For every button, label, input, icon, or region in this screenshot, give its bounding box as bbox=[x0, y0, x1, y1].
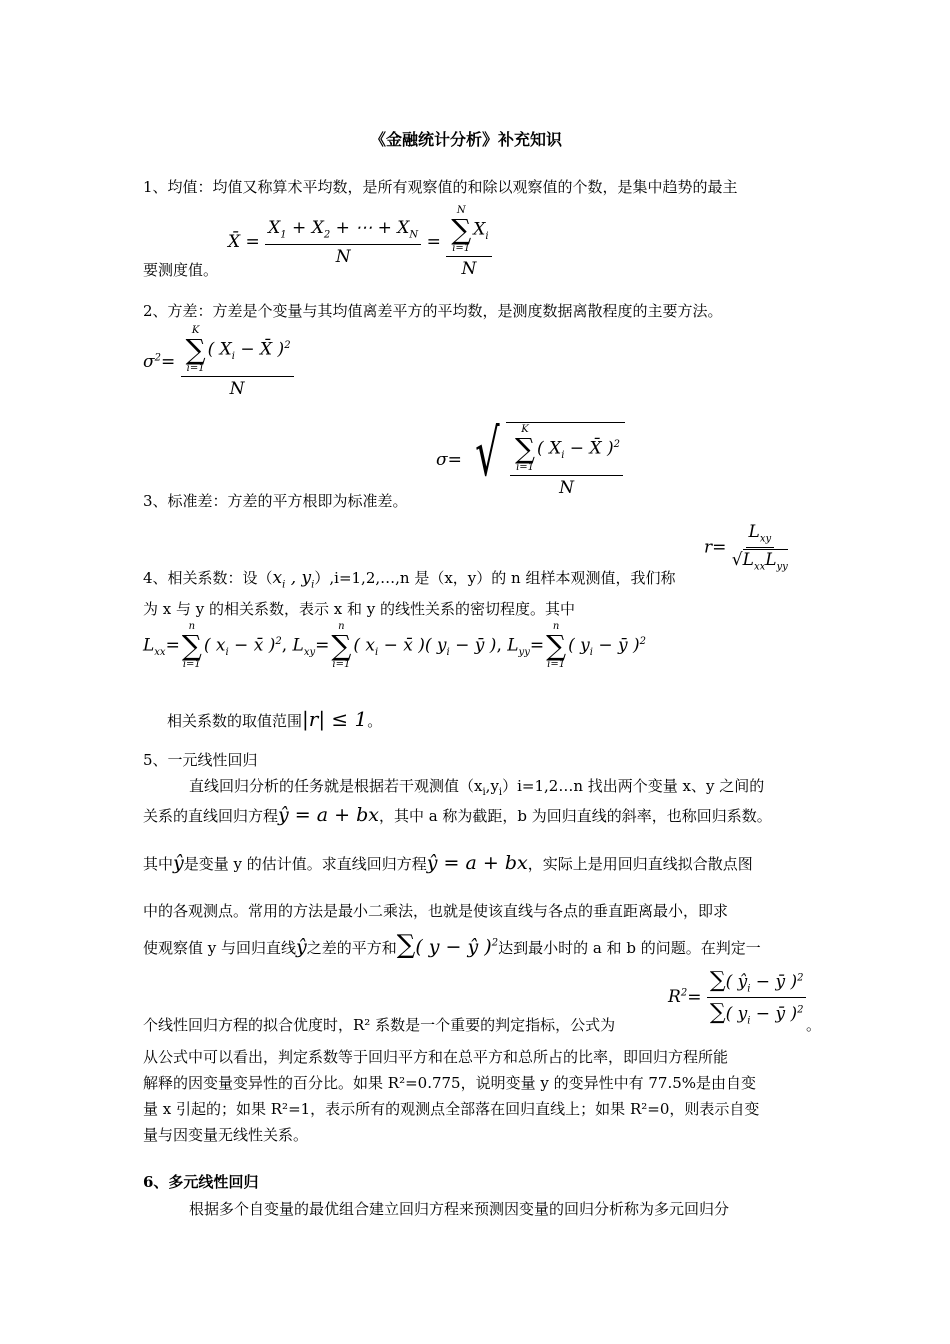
section5-p2-start: 关系的直线回归方程 bbox=[143, 807, 279, 825]
r-squared-formula: $R^2=$ $\frac{\sum( ŷ_i - ȳ )^2}{\sum( y_i - ȳ )^2}$ bbox=[668, 968, 806, 1028]
correlation-range-text: 相关系数的取值范围 bbox=[167, 712, 303, 730]
section5-p2 bbox=[143, 804, 772, 827]
regression-equation-2: ŷ = a + bx bbox=[426, 852, 528, 874]
section5-p6-end: 。 bbox=[806, 1016, 822, 1034]
mean-formula: X̄ = $\frac{X_1 + X_2 + \cdots + X_N}{N}$ = N ∑ i=1 $X_i$ N bbox=[228, 206, 492, 279]
section5-p5-start: 使观察值 y 与回归直线 bbox=[143, 939, 297, 957]
stddev-definition: 3、标准差：方差的平方根即为标准差。 bbox=[143, 492, 408, 510]
correlation-line1-end: ）,i=1,2,…,n 是（x，y）的 n 组样本观测值，我们称 bbox=[314, 569, 676, 587]
correlation-range-end: 。 bbox=[367, 712, 383, 730]
xi-yi-pair: $x_i$ , $y_i$ bbox=[272, 568, 315, 591]
correlation-line1 bbox=[143, 568, 675, 591]
section5-p3-mid: 是变量 y 的估计值。求直线回归方程 bbox=[183, 855, 427, 873]
section6-p1: 根据多个自变量的最优组合建立回归方程来预测因变量的回归分析称为多元回归分 bbox=[189, 1200, 730, 1218]
page-title: 《金融统计分析》补充知识 bbox=[370, 130, 563, 149]
section5-p3-start: 其中 bbox=[143, 855, 174, 873]
variance-definition: 2、方差：方差是个变量与其均值离差平方的平均数，是测度数据离散程度的主要方法。 bbox=[143, 302, 723, 320]
lxx-lxy-lyy-formulas: $L_{xx}=$ n ∑ i=1 ( $x_i$ − x̄ )$^2$, $L_{xy}=$ n ∑ i=1 ( $x_i$ − x̄ )( $y_i$ − ȳ ), $L_{yy}=$ n ∑ i=1 ( $y_i$ − ȳ )$^2$ bbox=[143, 621, 647, 670]
section5-p5-end: 达到最小时的 a 和 b 的问题。在判定一 bbox=[498, 939, 761, 957]
section5-p10: 量与因变量无线性关系。 bbox=[143, 1126, 309, 1144]
section5-p6-text: 个线性回归方程的拟合优度时，R² 系数是一个重要的判定指标，公式为 bbox=[143, 1016, 616, 1034]
correlation-range bbox=[167, 707, 382, 731]
mean-definition-line2: 要测度值。 bbox=[143, 261, 219, 279]
section5-p7: 从公式中可以看出，判定系数等于回归平方和在总平方和总所占的比率，即回归方程所能 bbox=[143, 1048, 729, 1066]
section5-heading: 5、一元线性回归 bbox=[143, 751, 258, 769]
variance-formula: $\sigma^2=$ K ∑ i=1 ( $X_i$ − X̄ )$^2$ N bbox=[143, 326, 294, 399]
section5-p1: 直线回归分析的任务就是根据若干观测值$(x_i,y_i)i=1,2\dots n$ 找出两个变量 x、y 之间的 bbox=[189, 777, 765, 798]
section6-heading: 6、多元线性回归 bbox=[143, 1173, 259, 1191]
range-formula: |r| ≤ 1 bbox=[302, 707, 368, 731]
sum-squares-formula: ∑( y − ŷ )$^2$ bbox=[396, 930, 499, 960]
section5-p8: 解释的因变量变异性的百分比。如果 R²=0.775，说明变量 y 的变异性中有 77.5%是由自变 bbox=[143, 1074, 757, 1092]
section5-p5-mid: 之差的平方和 bbox=[306, 939, 397, 957]
section5-p4: 中的各观测点。常用的方法是最小二乘法，也就是使该直线与各点的垂直距离最小，即求 bbox=[143, 902, 729, 920]
section5-p6 bbox=[143, 1016, 615, 1034]
y-hat-2: ŷ bbox=[296, 936, 307, 958]
section5-p1-end: ）i=1,2…n 找出两个变量 x、y 之间的 bbox=[502, 777, 765, 795]
section5-p5 bbox=[143, 930, 761, 961]
section5-p3 bbox=[143, 852, 753, 875]
stddev-formula: σ= √ K ∑ i=1 ( $X_i$ − X̄ )$^2$ N bbox=[436, 422, 625, 498]
section5-p3-end: ，实际上是用回归直线拟合散点图 bbox=[527, 855, 753, 873]
section5-p2-end: ，其中 a 称为截距，b 为回归直线的斜率，也称回归系数。 bbox=[378, 807, 772, 825]
correlation-formula: r= $\frac{L_{xy}}{√L_{xx}L_{yy}}$ bbox=[704, 522, 788, 573]
section5-p9: 量 x 引起的；如果 R²=1，表示所有的观测点全部落在回归直线上；如果 R²=0，则表示自变 bbox=[143, 1100, 760, 1118]
regression-equation: ŷ = a + bx bbox=[278, 804, 379, 826]
correlation-line2: 为 x 与 y 的相关系数，表示 x 和 y 的线性关系的密切程度。其中 bbox=[143, 600, 576, 618]
mean-definition-line1: 1、均值：均值又称算术平均数，是所有观察值的和除以观察值的个数，是集中趋势的最主 bbox=[143, 178, 738, 196]
correlation-line1-start: 4、相关系数：设（ bbox=[143, 569, 273, 587]
section5-p1-start: 直线回归分析的任务就是根据若干观测值（x bbox=[189, 777, 483, 795]
y-hat: ŷ bbox=[173, 852, 184, 874]
